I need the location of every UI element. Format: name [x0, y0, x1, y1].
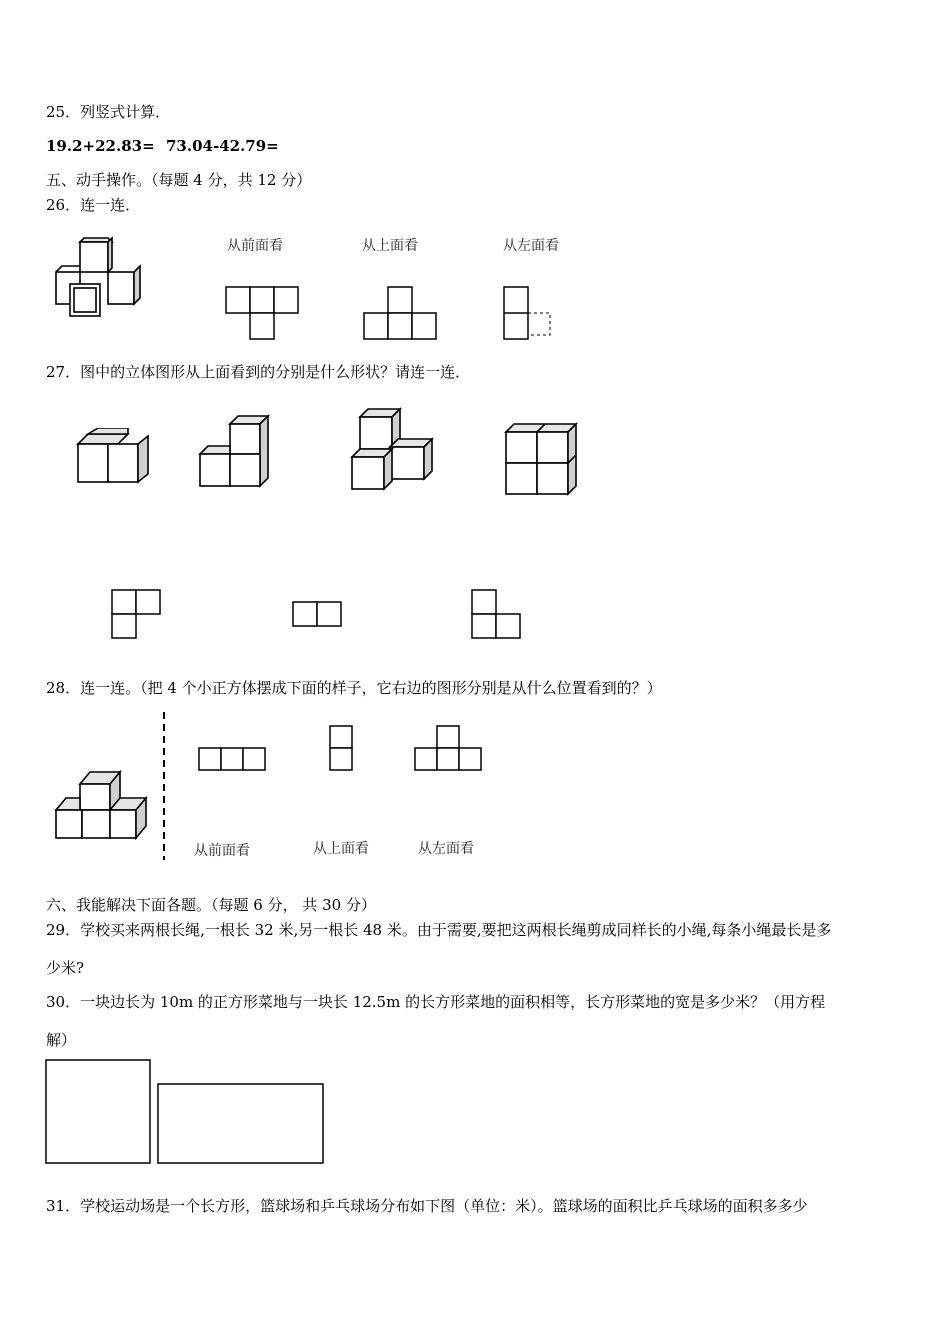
q27-solid-1	[74, 428, 154, 486]
q27-solid-2	[196, 412, 276, 490]
q28-view-shape-3	[413, 724, 483, 772]
q27-top-view-1	[110, 588, 164, 640]
q26-solid-figure	[48, 232, 148, 318]
q28-view-front-label: 从前面看	[194, 843, 250, 859]
q30-line2: 解）	[46, 1031, 77, 1049]
q27-top-view-3	[470, 588, 524, 640]
q25-title: 25．列竖式计算．	[46, 103, 171, 121]
section6-title: 六、我能解决下面各题。（每题 6 分， 共 30 分）	[46, 896, 376, 914]
q28-view-top-label: 从上面看	[313, 841, 369, 857]
q30-rectangle-plot	[157, 1083, 325, 1165]
q26-view-top-shape	[362, 285, 442, 341]
q25-expr2: 73.04-42.79=	[166, 137, 279, 155]
q29-line1: 29．学校买来两根长绳,一根长 32 米,另一根长 48 米。由于需要,要把这两根长绳剪成同样长的小绳,每条小绳最长是多	[46, 921, 832, 939]
q26-view-front-shape	[224, 285, 304, 341]
q31-line1: 31．学校运动场是一个长方形，篮球场和乒乓球场分布如下图（单位：米）。篮球场的面积比乒乓球场的面积多多少	[46, 1197, 808, 1215]
q26-view-left-shape	[502, 285, 558, 341]
q27-title: 27．图中的立体图形从上面看到的分别是什么形状？请连一连．	[46, 363, 471, 381]
q29-line2: 少米?	[46, 959, 85, 977]
q26-title: 26．连一连．	[46, 196, 141, 214]
q28-solid-figure	[52, 768, 152, 842]
q27-solid-3	[348, 405, 438, 491]
q25-expr1: 19.2+22.83=	[46, 137, 155, 155]
q30-line1: 30．一块边长为 10m 的正方形菜地与一块长 12.5m 的长方形菜地的面积相等，长方形菜地的宽是多少米？（用方程	[46, 993, 826, 1011]
q27-top-view-2	[291, 600, 345, 628]
q26-view-front-label: 从前面看	[227, 238, 283, 254]
q28-view-shape-1	[197, 746, 267, 772]
q26-view-left-label: 从左面看	[503, 238, 559, 254]
q28-view-shape-2	[328, 724, 354, 772]
q28-view-left-label: 从左面看	[418, 841, 474, 857]
q26-view-top-label: 从上面看	[362, 238, 418, 254]
q28-title: 28．连一连。（把 4 个小正方体摆成下面的样子，它右边的图形分别是从什么位置看到的？）	[46, 679, 662, 697]
q27-solid-4	[502, 420, 582, 498]
section5-title: 五、动手操作。（每题 4 分，共 12 分）	[46, 171, 312, 189]
q30-square-plot	[45, 1059, 153, 1165]
q28-divider-line	[160, 712, 168, 860]
